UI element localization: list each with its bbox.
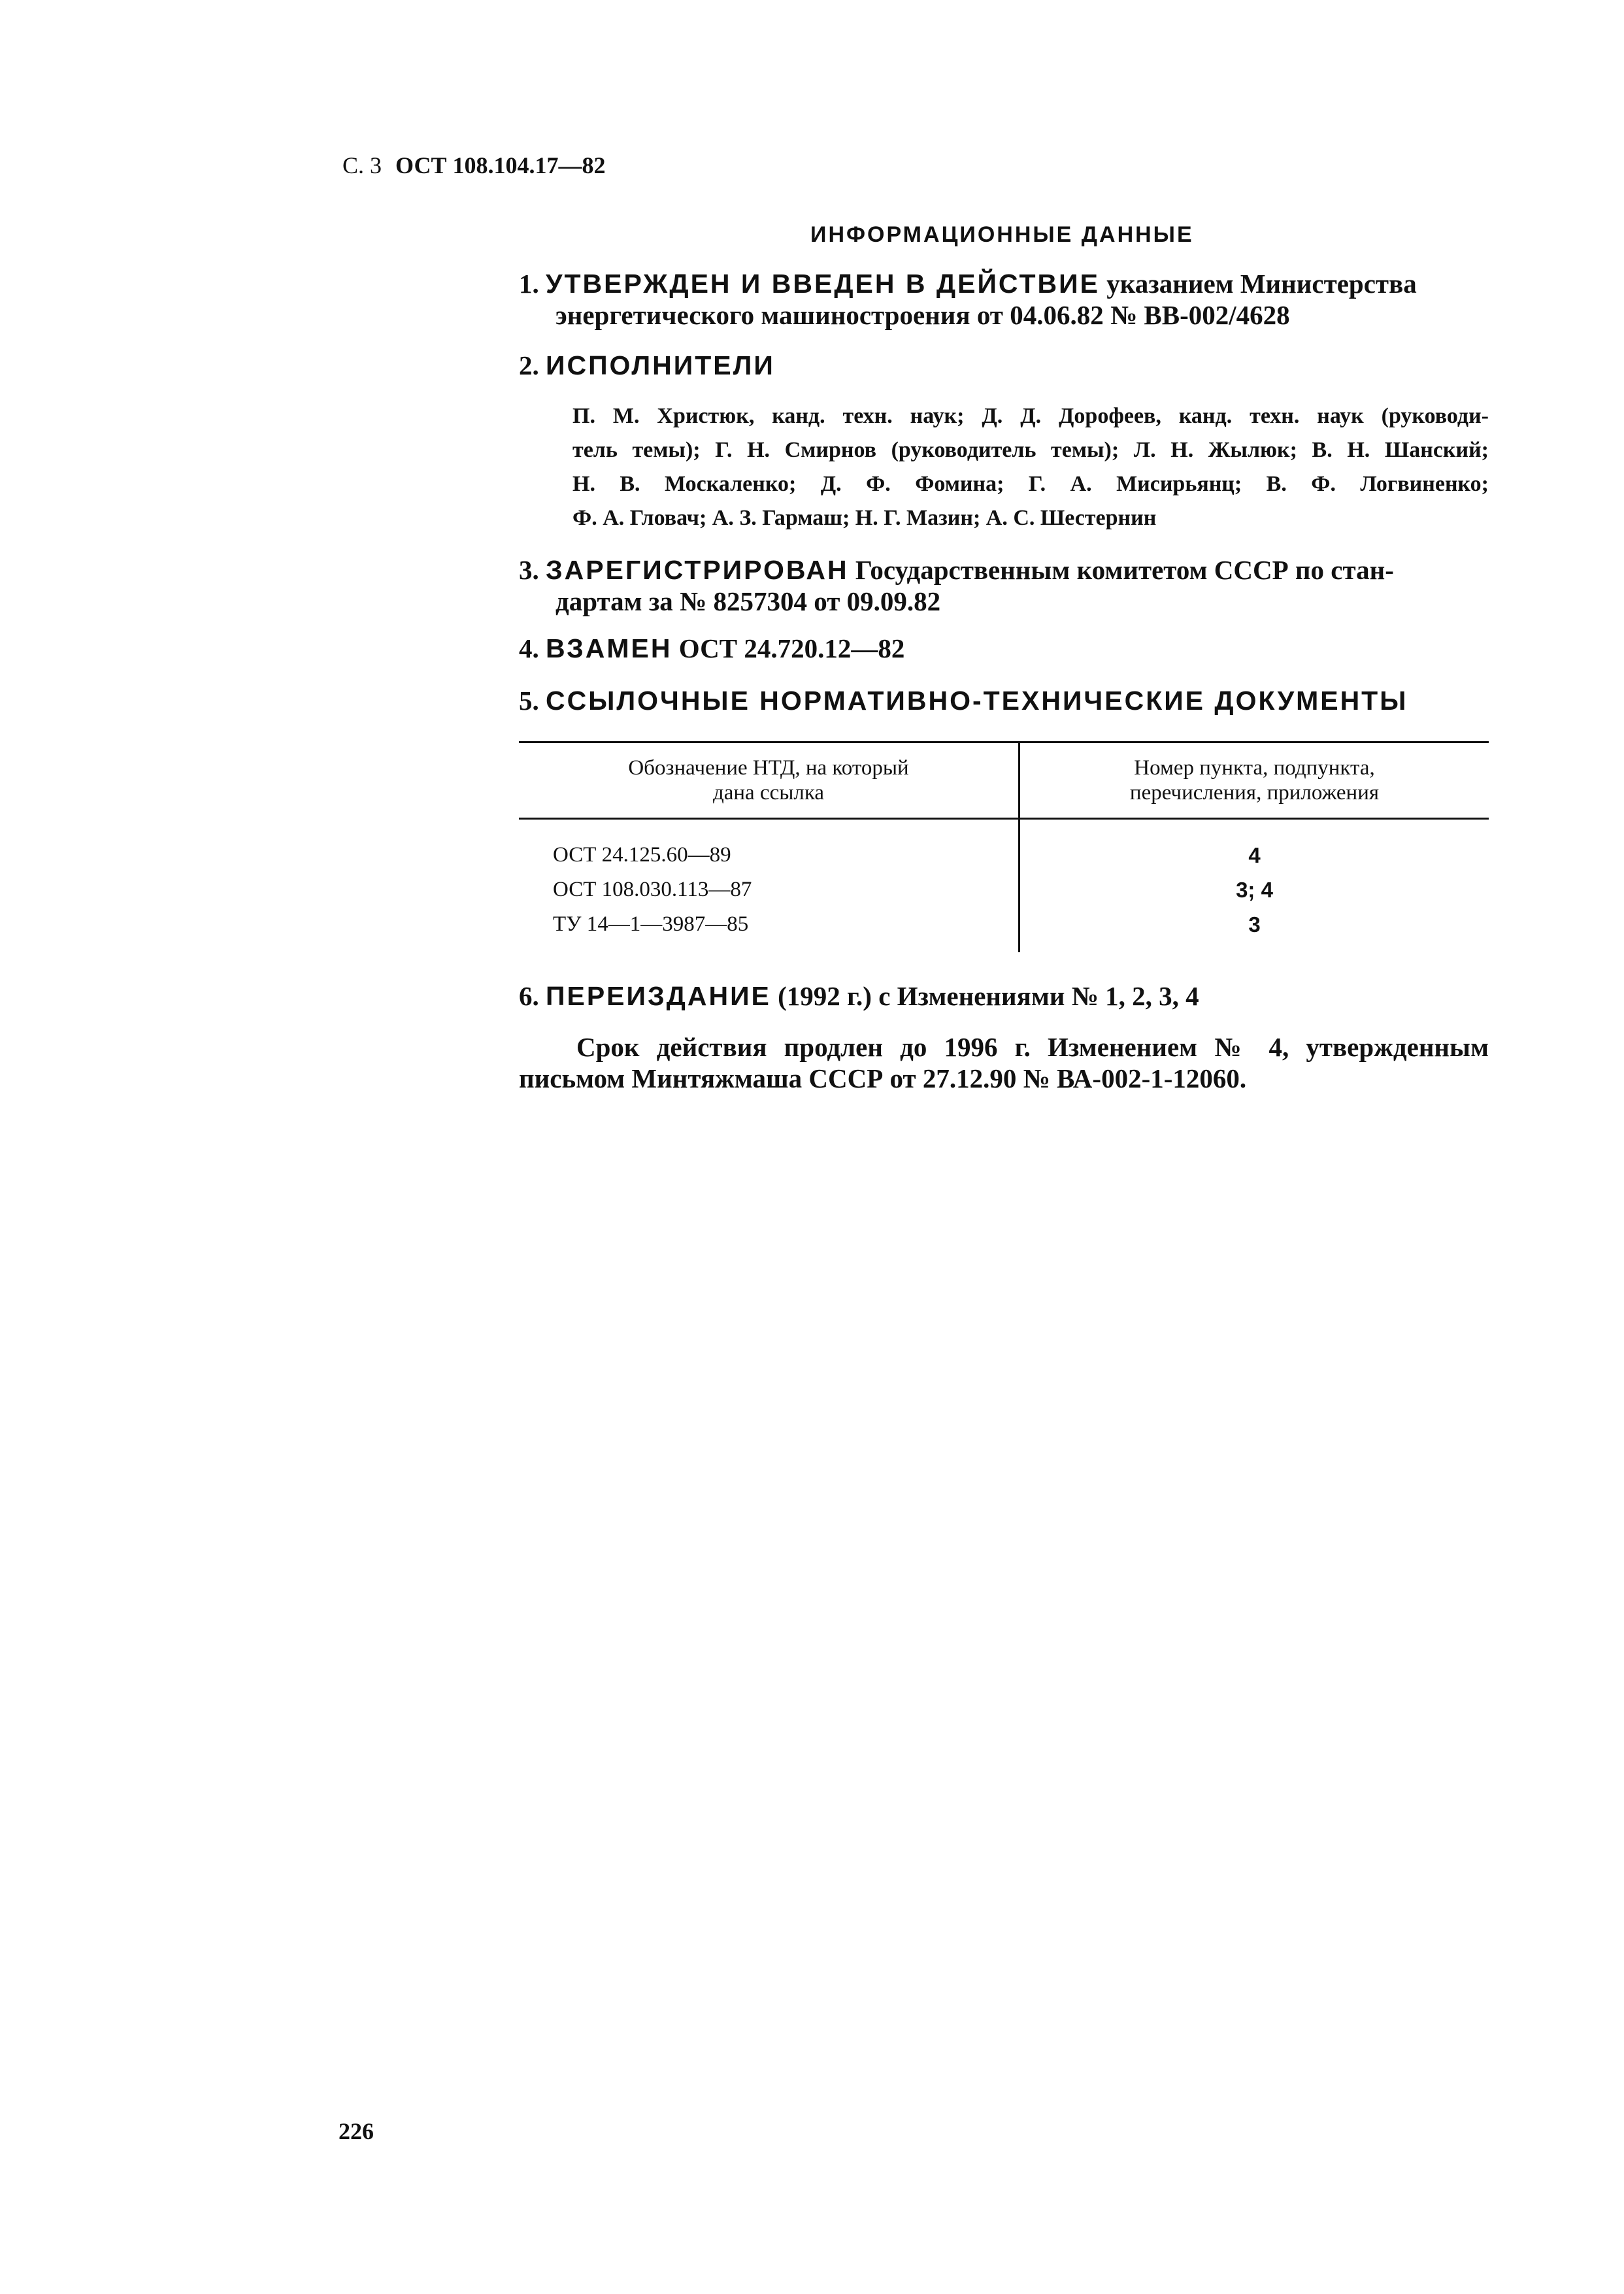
document-cell: ОСТ 24.125.60—89 bbox=[519, 819, 1019, 873]
performers-line: Ф. А. Гловач; А. З. Гармаш; Н. Г. Мазин; А. С. Шестернин bbox=[572, 506, 1157, 530]
table-row bbox=[519, 819, 1489, 873]
table-row bbox=[519, 907, 1489, 952]
item-3-title: ЗАРЕГИСТРИРОВАН bbox=[546, 555, 849, 585]
item-5 bbox=[519, 685, 1408, 716]
item-4-text: ОСТ 24.720.12—82 bbox=[678, 633, 905, 663]
page-number: 226 bbox=[339, 2118, 374, 2144]
reference-cell: 4 bbox=[1248, 842, 1261, 867]
item-4-title: ВЗАМЕН bbox=[546, 633, 672, 663]
reference-cell: 3; 4 bbox=[1236, 877, 1273, 902]
item-6-text: (1992 г.) с Изменениями № 1, 2, 3, 4 bbox=[778, 981, 1199, 1011]
table-header-row bbox=[519, 742, 1489, 819]
item-5-title: ССЫЛОЧНЫЕ НОРМАТИВНО-ТЕХНИЧЕСКИЕ ДОКУМЕНТЫ bbox=[546, 686, 1408, 716]
item-6-number: 6. bbox=[519, 981, 539, 1011]
standard-designation: ОСТ 108.104.17—82 bbox=[395, 152, 606, 178]
item-1-text-line2: энергетического машиностроения от 04.06.82 № ВВ-002/4628 bbox=[555, 300, 1290, 330]
item-1-title: УТВЕРЖДЕН И ВВЕДЕН В ДЕЙСТВИЕ bbox=[546, 269, 1100, 299]
item-1-text-line1: указанием Министерства bbox=[1106, 269, 1417, 299]
item-2-number: 2. bbox=[519, 350, 539, 380]
column-header-reference-line2: перечисления, приложения bbox=[1129, 781, 1380, 805]
item-5-number: 5. bbox=[519, 686, 539, 716]
item-4-number: 4. bbox=[519, 633, 539, 663]
page-header bbox=[342, 152, 605, 179]
item-2 bbox=[519, 350, 775, 381]
performers-line: Н. В. Москаленко; Д. Ф. Фомина; Г. А. Мисирьянц; В. Ф. Логвиненко; bbox=[572, 472, 1489, 496]
item-3-text-line1: Государственным комитетом СССР по стан- bbox=[855, 555, 1394, 585]
item-6 bbox=[519, 980, 1199, 1012]
item-4 bbox=[519, 633, 904, 664]
reference-documents-table bbox=[519, 741, 1489, 952]
item-2-title: ИСПОЛНИТЕЛИ bbox=[546, 350, 775, 380]
item-3-number: 3. bbox=[519, 555, 539, 585]
reference-cell: 3 bbox=[1248, 912, 1261, 937]
validity-note-line2: письмом Минтяжмаша СССР от 27.12.90 № ВА-002-1-12060. bbox=[519, 1063, 1247, 1093]
column-header-document-line2: дана ссылка bbox=[712, 781, 825, 805]
column-header-reference bbox=[1019, 742, 1489, 819]
column-header-reference-line1: Номер пункта, подпункта, bbox=[1134, 756, 1375, 780]
item-1 bbox=[519, 268, 1417, 299]
document-cell: ОСТ 108.030.113—87 bbox=[519, 873, 1019, 907]
item-3 bbox=[519, 554, 1394, 586]
item-6-title: ПЕРЕИЗДАНИЕ bbox=[546, 981, 771, 1011]
column-header-document-line1: Обозначение НТД, на который bbox=[628, 756, 909, 780]
table-row bbox=[519, 873, 1489, 907]
document-cell: ТУ 14—1—3987—85 bbox=[519, 907, 1019, 952]
column-header-document bbox=[519, 742, 1019, 819]
performers-line: П. М. Христюк, канд. техн. наук; Д. Д. Дорофеев, канд. техн. наук (руководи- bbox=[572, 404, 1489, 428]
performers-line: тель темы); Г. Н. Смирнов (руководитель темы); Л. Н. Жылюк; В. Н. Шанский; bbox=[572, 438, 1489, 462]
info-data-title: ИНФОРМАЦИОННЫЕ ДАННЫЕ bbox=[810, 222, 1194, 247]
page-label: С. 3 bbox=[342, 152, 382, 178]
item-1-number: 1. bbox=[519, 269, 539, 299]
item-3-text-line2: дартам за № 8257304 от 09.09.82 bbox=[555, 586, 941, 616]
performers-list bbox=[572, 404, 1489, 540]
validity-note-line1: Срок действия продлен до 1996 г. Изменением № 4, утвержденным bbox=[576, 1032, 1489, 1062]
